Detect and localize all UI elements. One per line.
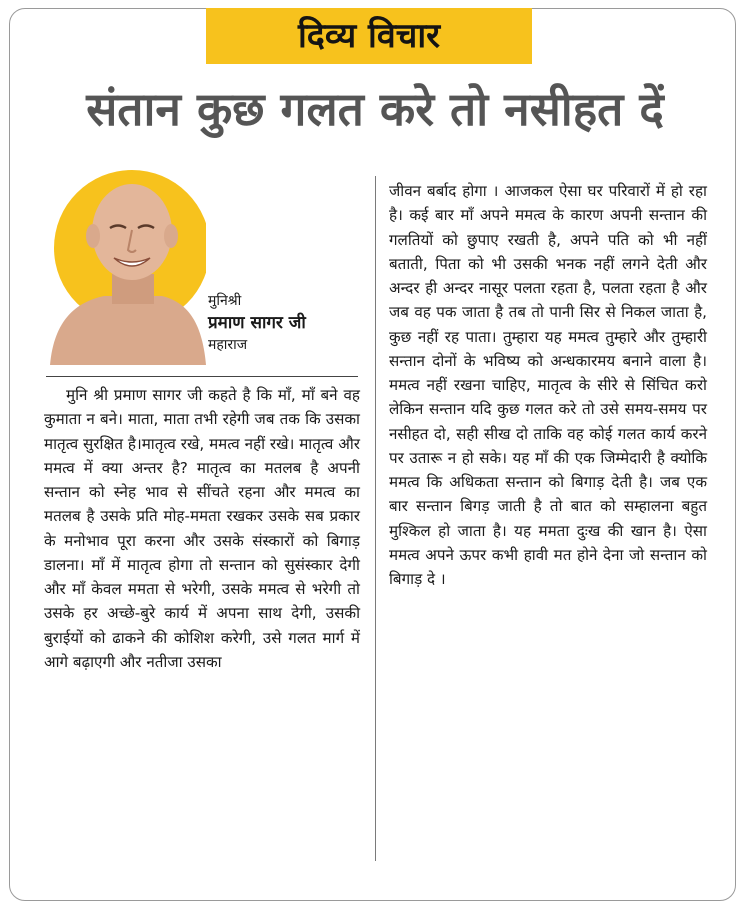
portrait-shoulders [50, 296, 206, 365]
author-byline [208, 290, 306, 356]
portrait-ear-right [164, 224, 178, 248]
column-divider [375, 176, 376, 861]
section-label: दिव्य विचार [297, 16, 441, 56]
portrait-ear-left [86, 224, 100, 248]
section-banner [206, 8, 532, 64]
article-left-column: मुनि श्री प्रमाण सागर जी कहते है कि माँ, माँ बने वह कुमाता न बने। माता, माता तभी रहेगी जब तक कि उसका मातृत्व सुरक्षित है।मातृत्व रखे, ममत्व नहीं रखे। मातृत्व और ममत्व में क्या अन्तर है? मातृत्व का मतलब है अपनी सन्तान को स्नेह भाव से सींचते रहना और ममत्व का मतलब है उसके प्रति मोह-ममता रखकर उसके सब प्रकार के मनोभाव पूरा करना और उसके संस्कारों को बिगाड़ डालना। माँ में मातृत्व होगा तो सन्तान को सुसंस्कार देगी और माँ केवल ममता से भरेगी, उसके ममत्व से भरेगी तो उसके हर अच्छे-बुरे कार्य में अपना साथ देगी, उसकी बुराईयों को ढाकने की कोशिश करेगी, उसे गलत मार्ग में आगे बढ़ाएगी और नतीजा उसका [44, 386, 360, 671]
article-headline: संतान कुछ गलत करे तो नसीहत दें [86, 82, 664, 136]
left-column-rule [46, 376, 358, 377]
author-portrait [46, 170, 206, 365]
author-title: महाराज [208, 337, 248, 353]
article-right-column: जीवन बर्बाद होगा । आजकल ऐसा घर परिवारों में हो रहा है। कई बार माँ अपने ममत्व के कारण अपनी सन्तान की गलतियों को छुपाए रखती है, अपने पति को भी नहीं बताती, पिता को भी उसकी भनक नहीं लगने देती और अन्दर ही अन्दर नासूर पलता रहता है, पलता रहता है और जब वह पक जाता है तब तो पानी सिर से निकल जाता है, कुछ नहीं रह पाता। तुम्हारा यह ममत्व तुम्हारे और तुम्हारी सन्तान दोनों के भविष्य को अन्धकारमय बनाने वाला है। ममत्व नहीं रखना चाहिए, मातृत्व के सीरे से सिंचित करो लेकिन सन्तान यदि कुछ गलत करे तो उसे समय-समय पर नसीहत दो, सही सीख दो ताकि वह कोई गलत कार्य करने पर उतारू न हो सके। यह माँ की एक जिम्मेदारी है क्योकि ममत्व कि अधिकता सन्तान को बिगाड़ देती है। जब एक बार सन्तान बिगड़ जाती है तो बात को सम्हालना बहुत मुश्किल हो जाता है। यह ममता दुःख की खान है। ऐसा ममत्व अपने ऊपर कभी हावी मत होने देना जो सन्तान को बिगाड़ दे । [389, 182, 707, 588]
author-name: प्रमाण सागर जी [208, 313, 306, 333]
author-prefix: मुनिश्री [208, 293, 242, 309]
